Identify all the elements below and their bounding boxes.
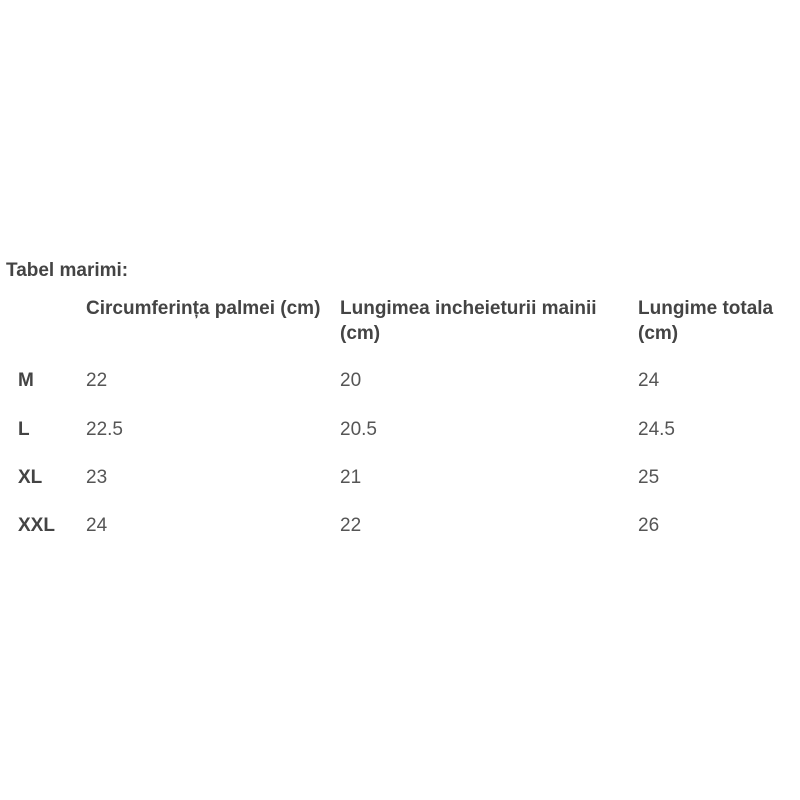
palm-circumference-value: 22 (86, 370, 108, 391)
header-wrist-length: Lungimea incheieturii mainii (cm) (340, 298, 597, 344)
wrist-length-value: 20.5 (340, 419, 377, 440)
palm-circumference-value: 22.5 (86, 419, 123, 440)
wrist-length-value: 22 (340, 515, 362, 536)
total-length-value: 26 (638, 515, 660, 536)
total-length-value: 24 (638, 370, 660, 391)
table-row (0, 463, 800, 493)
palm-circumference-value: 23 (86, 467, 108, 488)
table-title: Tabel marimi: (6, 260, 129, 281)
header-total-length: Lungime totala (cm) (638, 298, 774, 344)
total-length-value: 24.5 (638, 419, 675, 440)
wrist-length-value: 20 (340, 370, 362, 391)
size-label: XL (18, 467, 43, 488)
table-row (0, 511, 800, 541)
size-label: XXL (18, 515, 55, 536)
size-label: L (18, 419, 30, 440)
table-row (0, 366, 800, 396)
total-length-value: 25 (638, 467, 660, 488)
table-row (0, 415, 800, 445)
wrist-length-value: 21 (340, 467, 362, 488)
size-label: M (18, 370, 34, 391)
palm-circumference-value: 24 (86, 515, 108, 536)
header-palm-circumference: Circumferința palmei (cm) (86, 298, 321, 319)
